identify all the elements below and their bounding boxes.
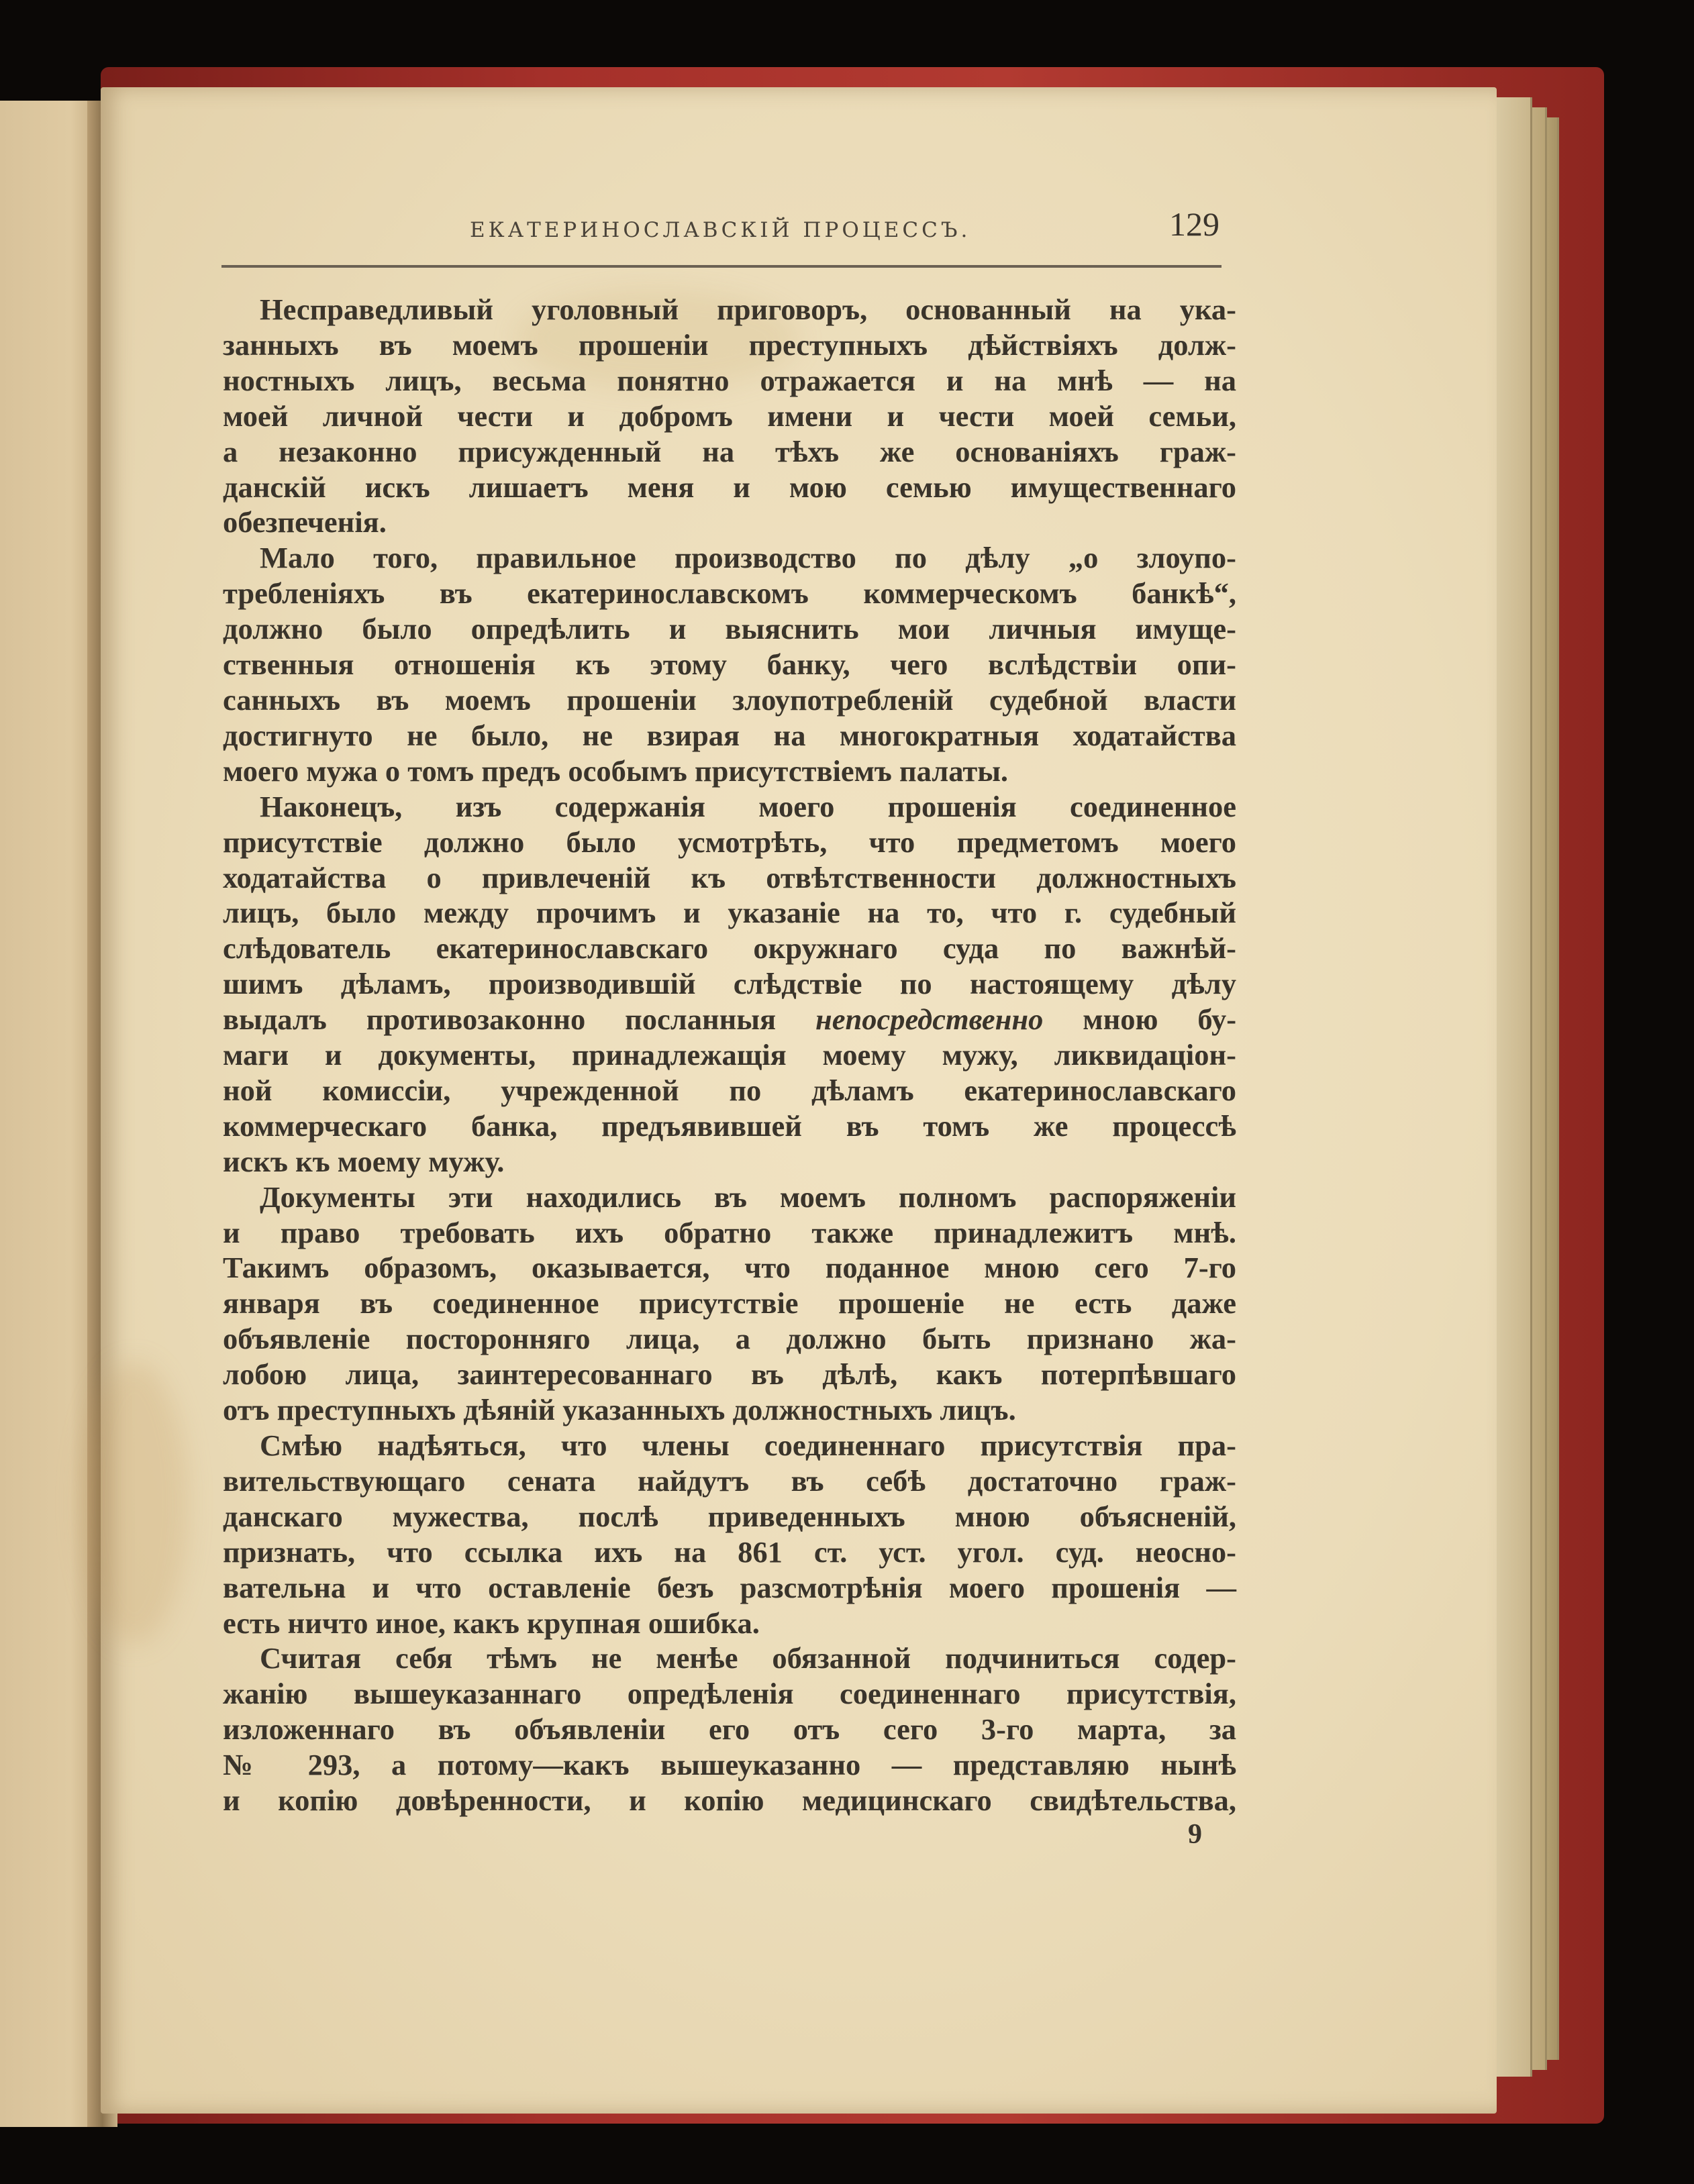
text-line: ходатайства о привлеченій къ отвѣтственности должностныхъ [223, 860, 1236, 894]
page-body [223, 292, 1236, 1818]
page-stain [81, 1362, 188, 1644]
text-line: моей личной чести и добромъ имени и чести моей семьи, [223, 399, 1236, 433]
text-line: искъ къ моему мужу. [223, 1144, 505, 1178]
paragraph [223, 1641, 1236, 1818]
text-line: ственныя отношенія къ этому банку, чего вслѣдствіи опи- [223, 647, 1236, 682]
signature-mark: 9 [1188, 1819, 1202, 1850]
text-line: Несправедливый уголовный приговоръ, основанный на ука- [260, 293, 1236, 326]
text-line: и право требовать ихъ обратно также принадлежитъ мнѣ. [223, 1215, 1236, 1249]
text-line: Считая себя тѣмъ не менѣе обязанной подчиниться содер- [260, 1641, 1236, 1675]
text-line-with-emphasis [223, 1002, 1236, 1037]
left-page-edge [0, 101, 101, 2127]
running-title: ЕКАТЕРИНОСЛАВСКІЙ ПРОЦЕССЪ. [470, 218, 971, 242]
text-line: моего мужа о томъ предъ особымъ присутствіемъ палаты. [223, 753, 1009, 788]
paragraph [223, 540, 1236, 788]
paragraph [223, 789, 1236, 1180]
text-line: объявленіе посторонняго лица, а должно быть признано жа- [223, 1322, 1236, 1356]
text-line: ной комиссіи, учрежденной по дѣламъ екатеринославскаго [223, 1073, 1236, 1107]
text-line: достигнуто не было, не взирая на многократныя ходатайства [223, 718, 1236, 752]
text-line: ностныхъ лицъ, весьма понятно отражается и на мнѣ — на [223, 363, 1236, 397]
text-line: отъ преступныхъ дѣяній указанныхъ должностныхъ лицъ. [223, 1393, 1016, 1427]
text-line: признать, что ссылка ихъ на 861 ст. уст. угол. суд. неосно- [223, 1535, 1236, 1569]
text-line: занныхъ въ моемъ прошеніи преступныхъ дѣйствіяхъ долж- [223, 327, 1236, 362]
emphasis-word: непосредственно [815, 1002, 1044, 1037]
text-line: требленіяхъ въ екатеринославскомъ коммерческомъ банкѣ“, [223, 576, 1236, 611]
text-line: и копію довѣренности, и копію медицинскаго свидѣтельства, [223, 1783, 1236, 1818]
text-line: Документы эти находились въ моемъ полномъ распоряженіи [260, 1180, 1236, 1214]
text-line: № 293, а потому—какъ вышеуказанно — представляю нынѣ [223, 1748, 1236, 1782]
text-line: Такимъ образомъ, оказывается, что поданное мною сего 7-го [223, 1251, 1236, 1285]
text-line: есть ничто иное, какъ крупная ошибка. [223, 1606, 760, 1640]
text-line: должно было опредѣлить и выяснить мои личныя имуще- [223, 612, 1236, 646]
text-line: маги и документы, принадлежащія моему мужу, ликвидаціон- [223, 1038, 1236, 1072]
text-line: данскій искъ лишаетъ меня и мою семью имущественнаго [223, 470, 1236, 504]
paragraph [223, 1428, 1236, 1641]
text-line: слѣдователь екатеринославскаго окружнаго суда по важнѣй- [223, 931, 1236, 966]
text-line: обезпеченія. [223, 505, 387, 539]
page-edge-1 [1497, 97, 1532, 2077]
text-fragment: мною бу- [1083, 1002, 1237, 1037]
text-line: лобою лица, заинтересованнаго въ дѣлѣ, какъ потерпѣвшаго [223, 1357, 1236, 1392]
text-line: вательна и что оставленіе безъ разсмотрѣнія моего прошенія — [223, 1570, 1236, 1604]
text-line: а незаконно присужденный на тѣхъ же основаніяхъ граж- [223, 434, 1236, 468]
text-line: изложеннаго въ объявленіи его отъ сего 3-го марта, за [223, 1712, 1236, 1747]
text-line: Мало того, правильное производство по дѣлу „о злоупо- [260, 541, 1236, 575]
text-line: января въ соединенное присутствіе прошеніе не есть даже [223, 1286, 1236, 1320]
text-line: санныхъ въ моемъ прошеніи злоупотребленій судебной власти [223, 682, 1236, 717]
text-line: коммерческаго банка, предъявившей въ томъ же процессѣ [223, 1108, 1236, 1143]
text-line: присутствіе должно было усмотрѣть, что предметомъ моего [223, 825, 1236, 859]
text-line: Наконецъ, изъ содержанія моего прошенія соединенное [260, 789, 1236, 823]
paragraph [223, 292, 1236, 540]
header-rule [221, 265, 1222, 268]
text-line: лицъ, было между прочимъ и указаніе на то, что г. судебный [223, 896, 1236, 930]
text-fragment: выдалъ противозаконно посланныя [223, 1002, 777, 1037]
text-line: вительствующаго сената найдутъ въ себѣ достаточно граж- [223, 1463, 1236, 1498]
text-line: данскаго мужества, послѣ приведенныхъ мною объясненій, [223, 1499, 1236, 1533]
text-line: Смѣю надѣяться, что члены соединеннаго присутствія пра- [260, 1428, 1236, 1462]
text-line: жанію вышеуказаннаго опредѣленія соединеннаго присутствія, [223, 1677, 1236, 1711]
page-number: 129 [1169, 205, 1219, 243]
text-line: шимъ дѣламъ, производившій слѣдствіе по настоящему дѣлу [223, 967, 1236, 1001]
paragraph [223, 1180, 1236, 1428]
